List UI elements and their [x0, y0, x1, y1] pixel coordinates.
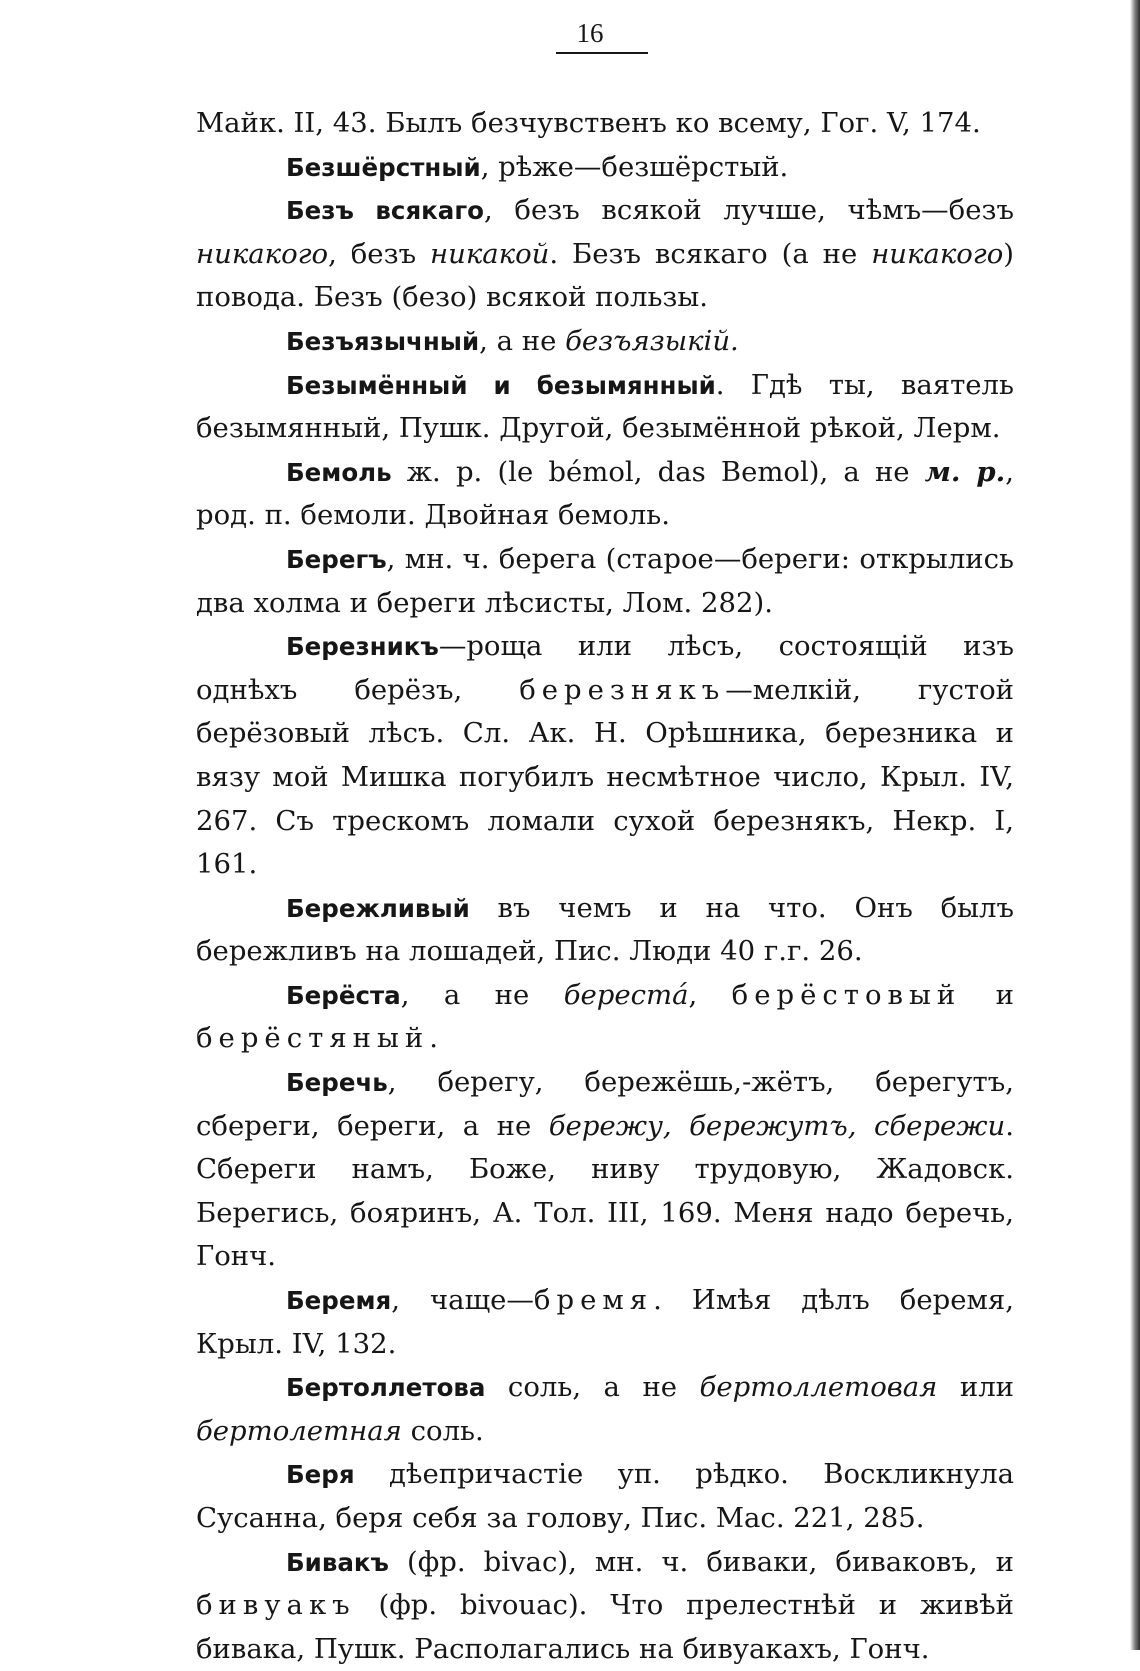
- entry-text: ) повода. Безъ (безо) всякой пользы.: [196, 237, 1014, 314]
- headword: Берёста: [286, 980, 401, 1010]
- headword: Беря: [286, 1460, 355, 1490]
- italic-text: бережу, бережутъ, сбережи: [548, 1109, 1006, 1142]
- spaced-text: бивуакъ: [196, 1589, 356, 1622]
- entry-text: , рѣже—безшёрстый.: [480, 150, 789, 183]
- headword: Безымённый и безымянный: [286, 370, 716, 400]
- headword: Бемоль: [286, 457, 392, 487]
- entry-berech: [196, 1061, 1014, 1279]
- italic-text: бертоллетовая: [699, 1371, 938, 1404]
- entry-bereg: [196, 538, 1014, 625]
- entry-text: . Гдѣ ты, ваятель безымянный, Пушк. Другой, безымённой рѣкой, Лерм.: [196, 368, 1015, 445]
- entry-text: . Безъ всякаго (а не: [549, 237, 872, 270]
- entry-text: —роща или лѣсъ, состоящій изъ однѣхъ берёзъ,: [196, 630, 1014, 706]
- italic-text: береста́: [563, 978, 689, 1011]
- scan-edge-shadow: [1130, 0, 1140, 1650]
- entry-bez-vsyakago: [196, 189, 1014, 320]
- headword: Бережливый: [286, 893, 470, 923]
- headword: Бивакъ: [286, 1547, 389, 1577]
- page-number-rule: [556, 52, 648, 54]
- entry-berezhlivyi: [196, 887, 1014, 974]
- entry-bertolletova: [196, 1366, 1014, 1453]
- entry-text: , род. п. бемоли. Двойная бемоль.: [196, 455, 1014, 532]
- entry-text: ,: [688, 978, 732, 1011]
- entry-text: , берегу, бережёшь,-жётъ, берегутъ, сбереги, береги, а не: [196, 1066, 1014, 1142]
- entry-text: , мн. ч. берега (старое—береги: открылись два холма и береги лѣсисты, Лом. 282).: [196, 542, 1014, 619]
- spaced-text: берёстяный: [196, 1022, 430, 1055]
- headword: Безъязычный: [286, 326, 480, 356]
- entry-text: , а не: [479, 324, 566, 357]
- entry-beresta: [196, 974, 1014, 1061]
- spaced-text: березнякъ: [519, 673, 726, 706]
- entry-bezymennyi: [196, 364, 1014, 451]
- italic-text: бертолетная: [196, 1414, 402, 1447]
- headword: Беремя: [286, 1286, 392, 1316]
- entry-text: ж. р. (le bémol, das Bemol), а не: [391, 455, 925, 488]
- spaced-text: бремя: [533, 1284, 654, 1317]
- entry-text: , а не: [400, 978, 564, 1011]
- spaced-text: берёстовый: [731, 978, 962, 1011]
- headword: Безшёрстный: [286, 152, 481, 182]
- page-number: 16: [576, 18, 604, 48]
- entry-text: .: [429, 1022, 438, 1055]
- entry-bivak: [196, 1541, 1014, 1671]
- entry-text: (фр. bivouac). Что прелестнѣй и живѣй бивака, Пушк. Располагались на бивуакахъ, Гонч.: [196, 1589, 1014, 1665]
- headword: Беречь: [286, 1068, 388, 1098]
- entry-text: соль.: [401, 1414, 484, 1447]
- headword: Безъ всякаго: [286, 196, 484, 226]
- entry-bereznik: [196, 625, 1014, 887]
- entry-text: . Имѣя дѣлъ беремя, Крыл. IV, 132.: [196, 1284, 1014, 1360]
- entry-text: соль, а не: [485, 1371, 700, 1404]
- italic-text: безъязыкій.: [565, 324, 739, 357]
- headword: Бертоллетова: [286, 1373, 486, 1403]
- entry-continuation: [196, 102, 1014, 146]
- italic-bold-text: м. р.: [924, 455, 1006, 488]
- entry-text: . Сбереги намъ, Боже, ниву трудовую, Жадовск. Берегись, бояринъ, А. Тол. III, 169. Меня надо беречь, Гонч.: [196, 1109, 1015, 1273]
- entry-bezsherstnyi: [196, 146, 1014, 190]
- italic-text: никакого: [196, 237, 329, 270]
- dictionary-text-column: [196, 102, 1014, 1671]
- entry-text: —мелкій, густой берёзовый лѣсъ. Сл. Ак. Н. Орѣшника, березника и вязу мой Мишка погубилъ несмѣтное число, Крыл. IV, 267. Съ трескомъ ломали сухой березнякъ, Некр. I, 161.: [196, 673, 1014, 881]
- entry-text: , безъ всякой лучше, чѣмъ—безъ: [483, 194, 1014, 227]
- entry-berya: [196, 1453, 1014, 1540]
- entry-text: или: [937, 1371, 1014, 1404]
- entry-text: дѣепричастіе уп. рѣдко. Воскликнула Сусанна, беря себя за голову, Пис. Мас. 221, 285.: [196, 1458, 1014, 1534]
- italic-text: никакой: [430, 237, 550, 270]
- entry-beremya: [196, 1279, 1014, 1366]
- headword: Берегъ: [286, 544, 387, 574]
- italic-text: никакого: [871, 237, 1004, 270]
- headword: Березникъ: [286, 632, 439, 662]
- entry-text: Майк. II, 43. Былъ безчувственъ ко всему, Гог. V, 174.: [196, 107, 981, 139]
- entry-bezyazychnyi: [196, 320, 1014, 364]
- entry-text: , чаще—: [391, 1284, 534, 1317]
- entry-text: , безъ: [328, 237, 430, 270]
- entry-text: (фр. bivac), мн. ч. биваки, биваковъ, и: [388, 1545, 1014, 1578]
- entry-bemol: [196, 451, 1014, 538]
- entry-text: и: [961, 978, 1014, 1011]
- entry-text: въ чемъ и на что. Онъ былъ бережливъ на лошадей, Пис. Люди 40 г.г. 26.: [196, 891, 1014, 968]
